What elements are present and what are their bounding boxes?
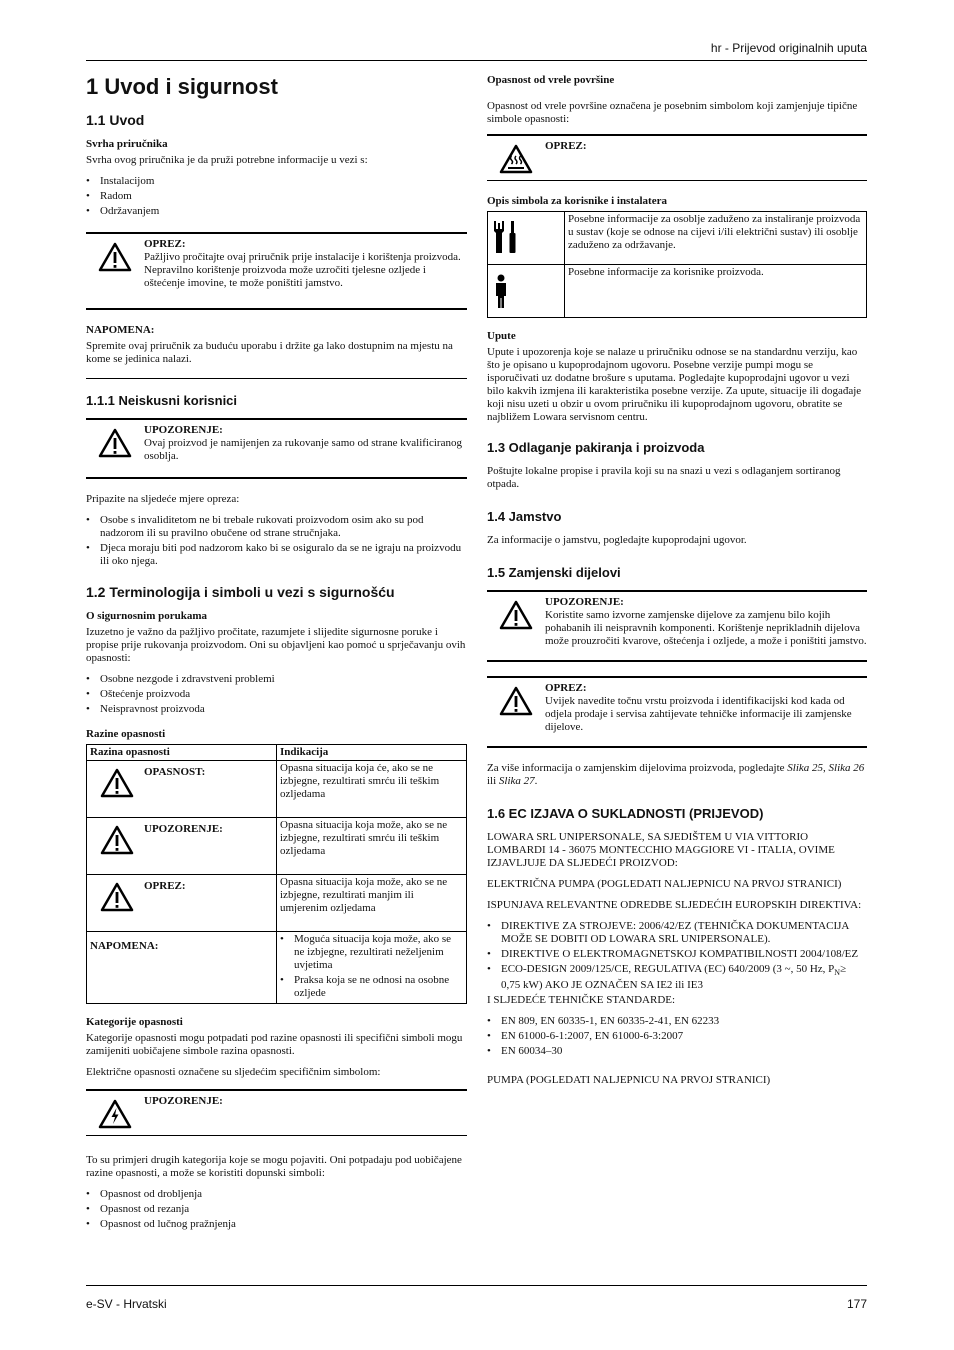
- upute-text: Upute i upozorenja koje se nalaze u priručniku odnose se na standardnu verziju, kao što je opisano u kupoprodajnom ugovoru. Posebne verzije pumpi mogu se isporučivati uz dodatne brošure s uputama. Pogledajte kupoprodajni ugovor u vezi bilo kakvih izmjena ili karakteristika posebne verzije. Za upute, situacije ili događaje koji nisu uzeti u obzir u ovom priručniku ili kupoprodajnom ugovoru, obratite se najbližem Lowara servisnom centru.: [487, 346, 862, 423]
- napomena-text: Spremite ovaj priručnik za buduću uporabu i držite ga lako dostupnim na mjestu na kome se jedinica nalazi.: [86, 340, 453, 365]
- ec-directives-list: [487, 920, 867, 992]
- upozorenje-label: UPOZORENJE:: [144, 1095, 223, 1107]
- table-row: [488, 265, 867, 318]
- hot-surface-notice: [487, 134, 867, 181]
- list-item: • Praksa koja se ne odnosi na osobne ozljede: [294, 974, 463, 1000]
- header-rule: [86, 60, 867, 61]
- warning-triangle-icon: [100, 825, 134, 855]
- elektricne-text: Električne opasnosti označene su sljedećim specifičnim simbolom:: [86, 1066, 381, 1078]
- upozorenje-label: UPOZORENJE:: [545, 596, 624, 608]
- mjere-list: [86, 514, 467, 568]
- list-item: • EN 809, EN 60335-1, EN 60335-2-41, EN 62233: [501, 1015, 867, 1028]
- warning-triangle-icon: [100, 882, 134, 912]
- electrical-warning-notice: [86, 1089, 467, 1136]
- symbol-description: Posebne informacije za osoblje zaduženo za instaliranje proizvoda u sustav (koje se odnose na cijevi i/ili električni sustav) ili osoblje zaduženo za održavanje.: [565, 212, 867, 265]
- section-1-1-1-title: 1.1.1 Neiskusni korisnici: [86, 393, 238, 408]
- section-1-5-title: 1.5 Zamjenski dijelovi: [487, 565, 621, 580]
- oprez-text: Uvijek navedite točnu vrstu proizvoda i identifikacijski kod kada od odjela prodaje i servisa zahtijevate tehničke informacije ili zamjenske dijelove.: [545, 695, 852, 733]
- table-row: [87, 875, 467, 932]
- list-item: • EN 61000-6-1:2007, EN 61000-6-3:2007: [501, 1030, 867, 1043]
- warning-triangle-icon: [499, 600, 533, 630]
- hot-surface-icon: [499, 144, 533, 174]
- primjeri-text: To su primjeri drugih kategorija koje se mogu pojaviti. Oni potpadaju pod uobičajene razine opasnosti, a može se koristiti dopunski simboli:: [86, 1154, 462, 1179]
- oprez-text: Pažljivo pročitajte ovaj priručnik prije instalacije i korištenja proizvoda. Nepravilno korištenje proizvoda može uzročiti tjelesne ozljede i oštećenje imovine, te može poništiti jamstvo.: [144, 251, 461, 289]
- oprez-label: OPREZ:: [545, 682, 587, 694]
- oprez-notice: [487, 676, 867, 748]
- symbols-table: [487, 211, 867, 318]
- opis-subtitle: Opis simbola za korisnike i instalatera: [487, 195, 667, 207]
- mjere-text: Pripazite na sljedeće mjere opreza:: [86, 493, 240, 505]
- ec-paragraph: PUMPA (POGLEDATI NALJEPNICU NA PRVOJ STRANICI): [487, 1074, 771, 1087]
- upozorenje-notice: [86, 418, 467, 479]
- napomena-indication-list: [280, 933, 463, 1000]
- list-item: • Osobe s invaliditetom ne bi trebale rukovati proizvodom osim ako su pod nadzorom ili su pravilno obučene od strane stručnjaka.: [100, 514, 467, 540]
- warning-triangle-icon: [98, 242, 132, 272]
- ec-standards-list: [487, 1015, 867, 1058]
- ec-paragraph: LOWARA SRL UNIPERSONALE, SA SJEDIŠTEM U VIA VITTORIO LOMBARDI 14 - 36075 MONTECCHIO MAGGIORE VI - ITALIA, OVIME IZJAVLJUJE DA SLJEDEĆI PROIZVOD:: [487, 831, 835, 869]
- warning-triangle-icon: [98, 428, 132, 458]
- list-item: • Neispravnost proizvoda: [100, 703, 467, 716]
- list-item: • DIREKTIVE ZA STROJEVE: 2006/42/EZ (TEHNIČKA DOKUMENTACIJA MOŽE SE DOBITI OD LOWARA SRL UNIPERSONALE).: [501, 920, 867, 946]
- upute-subtitle: Upute: [487, 330, 516, 342]
- list-item: • DIREKTIVE O ELEKTROMAGNETSKOJ KOMPATIBILNOSTI 2004/108/EZ: [501, 948, 867, 961]
- figure-ref: Slika 26: [828, 762, 865, 774]
- svrha-subtitle: Svrha priručnika: [86, 138, 168, 150]
- list-item: • ECO-DESIGN 2009/125/CE, REGULATIVA (EC) 640/2009 (3 ~, 50 Hz, $P_N\ge 0,75$ kW) AKO JE OZNAČEN SA IE2 ili IE3: [501, 963, 867, 992]
- list-item: • Djeca moraju biti pod nadzorom kako bi se osiguralo da se ne igraju na proizvodu ili oko njega.: [100, 542, 467, 568]
- list-item: • Opasnost od drobljenja: [100, 1188, 467, 1201]
- kategorije-subtitle: Kategorije opasnosti: [86, 1016, 183, 1028]
- footer-product: e-SV - Hrvatski: [86, 1297, 167, 1311]
- list-item: • Osobne nezgode i zdravstveni problemi: [100, 673, 467, 686]
- warning-triangle-icon: [499, 686, 533, 716]
- section-1-6-title: 1.6 EC IZJAVA O SUKLADNOSTI (PRIJEVOD): [487, 806, 764, 821]
- level-indication: Opasna situacija koja će, ako se ne izbjegne, rezultirati smrću ili teškim ozljedama: [277, 761, 467, 818]
- page-number: 177: [846, 1297, 867, 1311]
- table-row: [87, 932, 467, 1004]
- list-item: • Održavanjem: [100, 205, 467, 218]
- poruke-list: [86, 673, 467, 716]
- napomena-label: NAPOMENA:: [86, 324, 155, 336]
- table-header-cell: Razina opasnosti: [87, 745, 277, 761]
- razine-subtitle: Razine opasnosti: [86, 728, 166, 740]
- list-item: • Oštećenje proizvoda: [100, 688, 467, 701]
- figure-ref: Slika 27: [498, 775, 535, 787]
- symbol-description: Posebne informacije za korisnike proizvoda.: [565, 265, 867, 318]
- upozorenje-text: Koristite samo izvorne zamjenske dijelove za zamjenu bilo kojih pohabanih ili neispravnih komponenti. Korištenje neprikladnih dijelova može prouzročiti kvarove, oštećenja i ozljede, a može i poništiti jamstvo.: [545, 609, 867, 647]
- poruke-subtitle: O sigurnosnim porukama: [86, 610, 208, 622]
- ec-paragraph: ELEKTRIČNA PUMPA (POGLEDATI NALJEPNICU NA PRVOJ STRANICI): [487, 878, 842, 890]
- level-name: UPOZORENJE:: [144, 823, 223, 835]
- upozorenje-text: Ovaj proizvod je namijenjen za rukovanje samo od strane kvalificiranog osoblja.: [144, 437, 462, 462]
- level-indication: Opasna situacija koja može, ako se ne izbjegne, rezultirati smrću ili teškim ozljedama: [277, 818, 467, 875]
- person-icon: [491, 272, 521, 312]
- poruke-text: Izuzetno je važno da pažljivo pročitate, razumjete i slijedite sigurnosne poruke i propise prije rukovanja proizvodom. Oni su objavljeni kao pomoć u sprječavanju ovih opasnosti:: [86, 626, 466, 664]
- vrela-text: Opasnost od vrele površine označena je posebnim simbolom koji zamjenjuje tipične simbole opasnosti:: [487, 100, 858, 125]
- section-1-3-title: 1.3 Odlaganje pakiranja i proizvoda: [487, 440, 705, 455]
- level-name: OPASNOST:: [144, 766, 206, 778]
- s14-text: Za informacije o jamstvu, pogledajte kupoprodajni ugovor.: [487, 534, 747, 546]
- table-header-cell: Indikacija: [277, 745, 467, 761]
- vrela-subtitle: Opasnost od vrele površine: [487, 74, 615, 86]
- chapter-title: 1 Uvod i sigurnost: [86, 74, 278, 99]
- zamjenski-ref-text: Za više informacija o zamjenskim dijelovima proizvoda, pogledajte Slika 25, Slika 26 ili Slika 27.: [487, 762, 865, 787]
- section-1-1-title: 1.1 Uvod: [86, 112, 145, 128]
- figure-ref: Slika 25: [787, 762, 824, 774]
- level-name: NAPOMENA:: [87, 932, 277, 1004]
- ec-paragraph: ISPUNJAVA RELEVANTNE ODREDBE SLJEDEĆIH EUROPSKIH DIREKTIVA:: [487, 899, 862, 911]
- table-header-row: [87, 745, 467, 761]
- list-item: • EN 60034–30: [501, 1045, 867, 1058]
- table-row: [488, 212, 867, 265]
- list-item: • Instalacijom: [100, 175, 467, 188]
- section-1-4-title: 1.4 Jamstvo: [487, 509, 562, 524]
- table-row: [87, 818, 467, 875]
- svrha-text: Svrha ovog priručnika je da pruži potrebne informacije u vezi s:: [86, 154, 368, 166]
- napomena-block: [86, 324, 467, 379]
- primjeri-list: [86, 1188, 467, 1231]
- warning-triangle-icon: [100, 768, 134, 798]
- s13-text: Poštujte lokalne propise i pravila koji su na snazi u vezi s odlaganjem sortiranog otpada.: [487, 465, 841, 490]
- oprez-label: OPREZ:: [545, 140, 587, 152]
- upozorenje-label: UPOZORENJE:: [144, 424, 223, 436]
- left-column: [86, 70, 467, 1239]
- ec-paragraph: I SLJEDEĆE TEHNIČKE STANDARDE:: [487, 994, 676, 1007]
- section-1-2-title: 1.2 Terminologija i simboli u vezi s sigurnošću: [86, 584, 395, 600]
- footer-rule: [86, 1285, 867, 1286]
- list-item: • Opasnost od rezanja: [100, 1203, 467, 1216]
- list-item: • Moguća situacija koja može, ako se ne izbjegne, rezultirati neželjenim uvjetima: [294, 933, 463, 972]
- upozorenje-notice: [487, 590, 867, 662]
- electrical-hazard-icon: [98, 1099, 132, 1129]
- list-item: • Opasnost od lučnog pražnjenja: [100, 1218, 467, 1231]
- list-item: • Radom: [100, 190, 467, 203]
- level-indication: Opasna situacija koja može, ako se ne izbjegne, rezultirati manjim ili umjerenim ozljedama: [277, 875, 467, 932]
- table-row: [87, 761, 467, 818]
- hazard-levels-table: [86, 744, 467, 1004]
- tools-icon: [491, 217, 521, 257]
- oprez-notice: [86, 232, 467, 310]
- level-name: OPREZ:: [144, 880, 186, 892]
- oprez-label: OPREZ:: [144, 238, 186, 250]
- header-text: hr - Prijevod originalnih uputa: [710, 41, 867, 55]
- right-column: [487, 74, 867, 1095]
- svrha-list: [86, 175, 467, 218]
- kategorije-text: Kategorije opasnosti mogu potpadati pod razine opasnosti ili specifični simboli mogu zamijeniti uobičajene simbole razina opasnosti.: [86, 1032, 463, 1057]
